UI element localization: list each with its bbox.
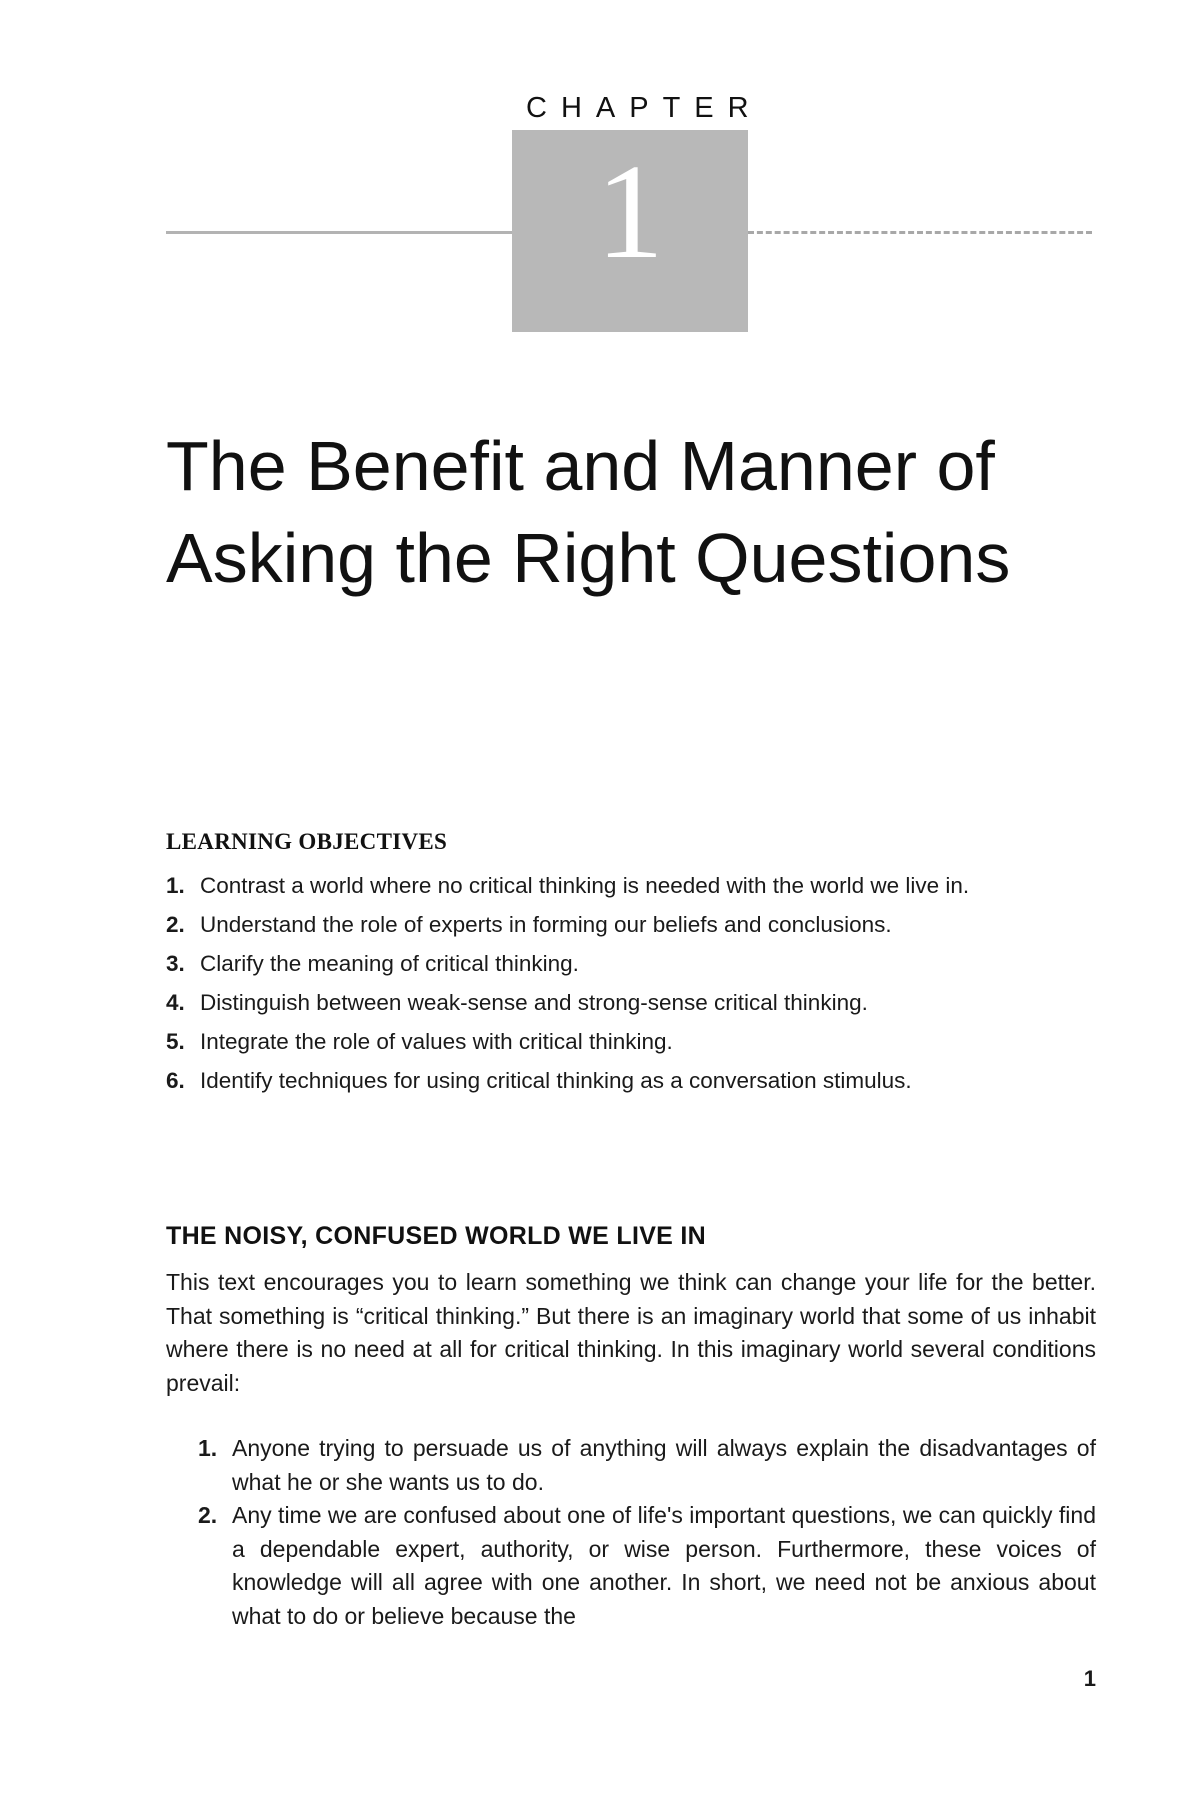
objective-item <box>166 987 1096 1019</box>
objective-number: 3. <box>166 951 185 976</box>
chapter-number-box <box>512 130 748 332</box>
condition-number: 1. <box>198 1435 218 1461</box>
condition-text: Anyone trying to persuade us of anything will always explain the disadvantages of what he or she wants us to do. <box>232 1435 1096 1495</box>
objective-number: 4. <box>166 990 185 1015</box>
objective-number: 5. <box>166 1029 185 1054</box>
objective-text: Clarify the meaning of critical thinking. <box>200 951 579 976</box>
page-number: 1 <box>1083 1666 1096 1691</box>
condition-number: 2. <box>198 1502 218 1528</box>
chapter-title <box>166 420 1096 604</box>
objective-item <box>166 948 1096 980</box>
objective-text: Understand the role of experts in forming our beliefs and conclusions. <box>200 912 892 937</box>
section-heading: THE NOISY, CONFUSED WORLD WE LIVE IN <box>166 1222 706 1250</box>
objective-text: Contrast a world where no critical thinking is needed with the world we live in. <box>200 873 970 898</box>
chapter-rule-left <box>166 231 512 234</box>
objective-item <box>166 1026 1096 1058</box>
body-paragraph: This text encourages you to learn something we think can change your life for the better. That something is “critical thinking.” But there is an imaginary world that some of us inhabit where there is no need at all for critical thinking. In this imaginary world several conditions prevail: <box>166 1269 1096 1396</box>
learning-objectives-heading: LEARNING OBJECTIVES <box>166 829 448 854</box>
objective-item <box>166 870 1096 902</box>
chapter-label: CHAPTER <box>526 92 763 124</box>
objective-text: Identify techniques for using critical thinking as a conversation stimulus. <box>200 1068 912 1093</box>
condition-text: Any time we are confused about one of life's important questions, we can quickly find a dependable expert, authority, or wise person. Furthermore, these voices of knowledge will all agree with one another. In short, we need not be anxious about what to do or believe because the <box>232 1502 1096 1629</box>
learning-objectives-list <box>166 870 1096 1104</box>
condition-item <box>198 1432 1096 1499</box>
objective-number: 2. <box>166 912 185 937</box>
condition-item <box>198 1499 1096 1633</box>
objective-text: Integrate the role of values with critical thinking. <box>200 1029 673 1054</box>
objective-number: 6. <box>166 1068 185 1093</box>
conditions-list <box>198 1432 1096 1633</box>
objective-item <box>166 1065 1096 1097</box>
objective-number: 1. <box>166 873 185 898</box>
chapter-number: 1 <box>596 137 664 287</box>
chapter-rule-right <box>748 231 1092 234</box>
objective-text: Distinguish between weak-sense and strong-sense critical thinking. <box>200 990 868 1015</box>
objective-item <box>166 909 1096 941</box>
chapter-title-line-2: Asking the Right Questions <box>166 519 1011 597</box>
chapter-title-line-1: The Benefit and Manner of <box>166 427 995 505</box>
